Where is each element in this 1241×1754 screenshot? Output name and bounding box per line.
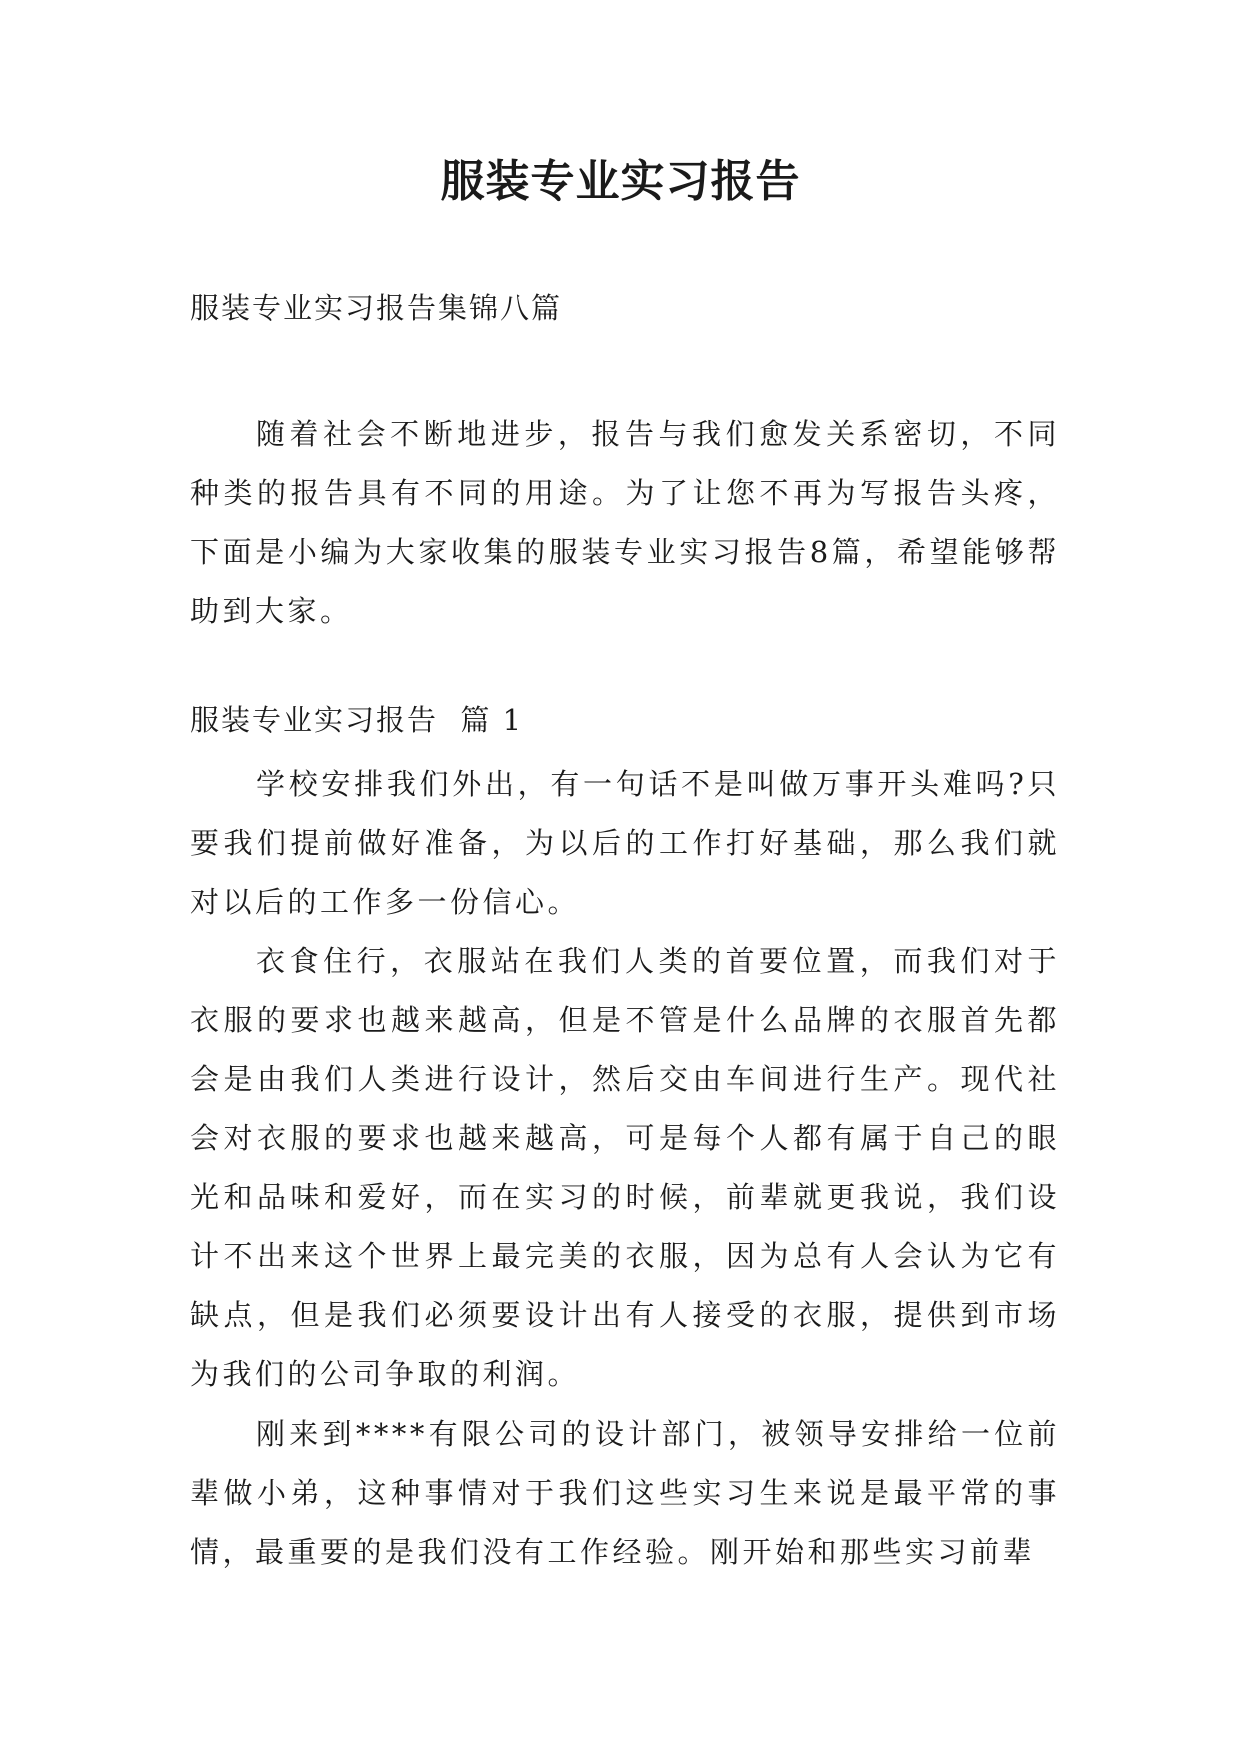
- body-paragraph-1: 学校安排我们外出，有一句话不是叫做万事开头难吗?只要我们提前做好准备，为以后的工作打好基础，那么我们就对以后的工作多一份信心。: [190, 767, 1060, 919]
- document-subtitle: 服装专业实习报告集锦八篇: [190, 291, 563, 325]
- body-paragraph-2: 衣食住行，衣服站在我们人类的首要位置，而我们对于衣服的要求也越来越高，但是不管是什么品牌的衣服首先都会是由我们人类进行设计，然后交由车间进行生产。现代社会对衣服的要求也越来越高，可是每个人都有属于自己的眼光和品味和爱好，而在实习的时候，前辈就更我说，我们设计不出来这个世界上最完美的衣服，因为总有人会认为它有缺点，但是我们必须要设计出有人接受的衣服，提供到市场为我们的公司争取的利润。: [190, 944, 1060, 1391]
- body-paragraph-3: 刚来到****有限公司的设计部门，被领导安排给一位前辈做小弟，这种事情对于我们这些实习生来说是最平常的事情，最重要的是我们没有工作经验。刚开始和那些实习前辈: [190, 1417, 1060, 1569]
- document-title: 服装专业实习报告: [440, 156, 801, 207]
- section-heading: 服装专业实习报告 篇 1: [190, 703, 524, 737]
- intro-paragraph: 随着社会不断地进步，报告与我们愈发关系密切，不同种类的报告具有不同的用途。为了让您不再为写报告头疼，下面是小编为大家收集的服装专业实习报告8篇，希望能够帮助到大家。: [190, 417, 1060, 628]
